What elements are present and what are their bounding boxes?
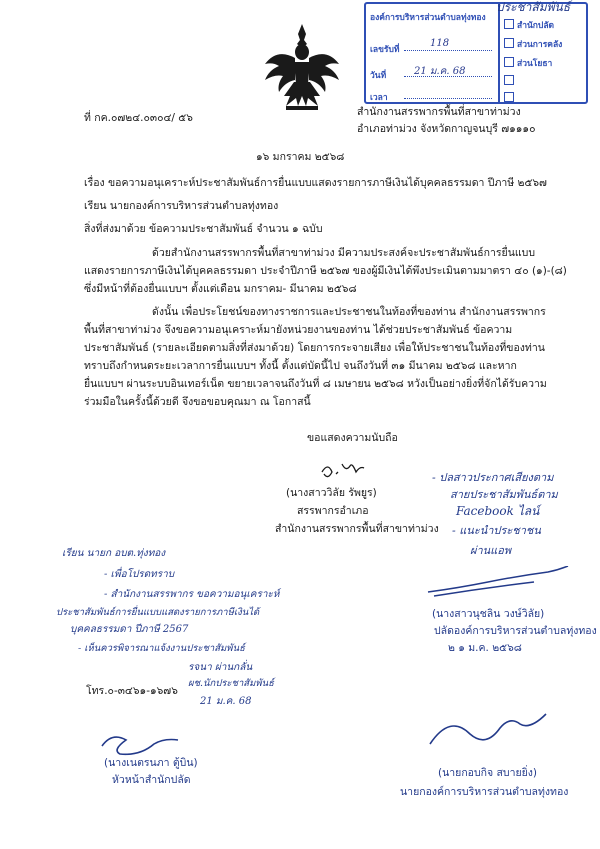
checkbox-works: ส่วนโยธา xyxy=(504,56,552,70)
closing: ขอแสดงความนับถือ xyxy=(307,432,398,444)
stamp-handwritten-note: ประชาสัมพันธ์ xyxy=(496,0,571,14)
left-note-position: ผช.นักประชาสัมพันธ์ xyxy=(188,678,274,689)
left-note-date: 21 ม.ค. 68 xyxy=(200,696,252,707)
checkbox-office: สำนักปลัด xyxy=(504,18,554,32)
deputy-date: ๒ ๑ ม.ค. ๒๕๖๘ xyxy=(448,642,522,654)
signature-scribble xyxy=(96,724,186,758)
phone-number: โทร.๐-๓๔๖๑-๑๖๗๖ xyxy=(86,685,178,697)
signature-scribble xyxy=(424,708,554,752)
stamp-receive-no: 118 xyxy=(430,38,450,49)
para2-line: ประชาสัมพันธ์ (รายละเอียดตามสิ่งที่ส่งมาด้วย) โดยการกระจายเสียง เพื่อให้ประชาชนในท้องที่ของท่าน xyxy=(84,342,545,354)
para2-line: ร่วมมือในครั้งนี้ด้วยดี จึงขอขอบคุณมา ณ โอกาสนี้ xyxy=(84,396,311,408)
right-note-line: Facebook ไลน์ xyxy=(456,504,540,518)
checkbox-finance: ส่วนการคลัง xyxy=(504,37,562,51)
checkbox-icon xyxy=(504,19,514,29)
checkbox-blank-2 xyxy=(504,92,517,104)
deputy-position: ปลัดองค์การบริหารส่วนตำบลทุ่งทอง xyxy=(434,625,597,637)
stamp-org: องค์การบริหารส่วนตำบลทุ่งทอง xyxy=(370,13,486,23)
deputy-name: (นางสาวนุชลิน วงษ์วิลัย) xyxy=(432,608,545,620)
left-note-line: - เพื่อโปรดทราบ xyxy=(104,569,175,580)
mayor-position: นายกองค์การบริหารส่วนตำบลทุ่งทอง xyxy=(400,786,569,798)
document-date: ๑๖ มกราคม ๒๕๖๘ xyxy=(256,151,345,163)
office-head-position: หัวหน้าสำนักปลัด xyxy=(112,774,191,786)
attachment-line: สิ่งที่ส่งมาด้วย ข้อความประชาสัมพันธ์ จำนวน ๑ ฉบับ xyxy=(84,223,323,235)
signer-position: สรรพากรอำเภอ xyxy=(297,505,369,517)
left-note-line: - สำนักงานสรรพากร ขอความอนุเคราะห์ xyxy=(104,589,280,600)
recipient-line: เรียน นายกองค์การบริหารส่วนตำบลทุ่งทอง xyxy=(84,200,279,212)
stamp-date-label: วันที่ xyxy=(370,71,387,81)
right-note-line: สายประชาสัมพันธ์ตาม xyxy=(450,488,558,501)
receiving-stamp xyxy=(364,2,588,104)
left-note-line: - เห็นควรพิจารณาแจ้งงานประชาสัมพันธ์ xyxy=(78,643,245,654)
checkbox-icon xyxy=(504,92,514,102)
left-note-line: เรียน นายก อบต.ทุ่งทอง xyxy=(62,548,166,559)
checkbox-icon xyxy=(504,75,514,85)
para2-line: ทราบถึงกำหนดระยะเวลาการยื่นแบบฯ ทั้งนี้ ตั้งแต่บัดนี้ไป จนถึงวันที่ ๓๑ มีนาคม ๒๕๖๘ และหาก xyxy=(84,360,517,372)
left-note-line: ประชาสัมพันธ์การยื่นแบบแสดงรายการภาษีเงินได้ xyxy=(56,607,260,618)
stamp-receive-label: เลขรับที่ xyxy=(370,45,400,55)
stamp-date-value: 21 ม.ค. 68 xyxy=(414,66,466,77)
document-number: ที่ กค.๐๗๒๔.๐๓๐๔/ ๕๖ xyxy=(84,112,193,124)
checkbox-icon xyxy=(504,57,514,67)
office-head-name: (นางเนตรนภา ตู้บิน) xyxy=(104,757,198,769)
signer-name: (นางสาววิลัย รัพยูร) xyxy=(286,487,377,499)
garuda-emblem xyxy=(258,22,346,114)
para1-line: ด้วยสำนักงานสรรพากรพื้นที่สาขาท่าม่วง มีความประสงค์จะประชาสัมพันธ์การยื่นแบบ xyxy=(152,247,535,259)
para2-line: ดังนั้น เพื่อประโยชน์ของทางราชการและประชาชนในท้องที่ของท่าน สำนักงานสรรพากร xyxy=(152,306,546,318)
checkbox-icon xyxy=(504,38,514,48)
para1-line: ซึ่งมีหน้าที่ต้องยื่นแบบฯ ตั้งแต่เดือน มกราคม- มีนาคม ๒๕๖๘ xyxy=(84,283,357,295)
para2-line: พื้นที่สาขาท่าม่วง จึงขอความอนุเคราะห์มายังหน่วยงานของท่าน ได้ช่วยประชาสัมพันธ์ ข้อความ xyxy=(84,324,513,336)
sender-address: อำเภอท่าม่วง จังหวัดกาญจนบุรี ๗๑๑๑๐ xyxy=(357,123,536,135)
signature-scribble xyxy=(318,458,368,482)
right-note-line: ผ่านแอพ xyxy=(470,544,512,557)
signature-scribble xyxy=(424,566,574,600)
checkbox-blank-1 xyxy=(504,75,517,87)
signer-office: สำนักงานสรรพากรพื้นที่สาขาท่าม่วง xyxy=(275,523,439,535)
mayor-name: (นายกอบกิจ สบายยิ่ง) xyxy=(438,767,537,779)
right-note-line: - แนะนำประชาชน xyxy=(452,524,541,537)
para1-line: แสดงรายการภาษีเงินได้บุคคลธรรมดา ประจำปีภาษี ๒๕๖๗ ของผู้มีเงินได้พึงประเมินตามมาตรา ๔๐ (๑)-(๘) xyxy=(84,265,567,277)
para2-line: ยื่นแบบฯ ผ่านระบบอินเทอร์เน็ต ขยายเวลาจนถึงวันที่ ๘ เมษายน ๒๕๖๘ หวังเป็นอย่างยิ่งที่จักได้รับความ xyxy=(84,378,547,390)
left-note-signer: รจนา ผ่านกลั่น xyxy=(188,662,253,673)
subject-line: เรื่อง ขอความอนุเคราะห์ประชาสัมพันธ์การยื่นแบบแสดงรายการภาษีเงินได้บุคคลธรรมดา ปีภาษี ๒๕๖๗ xyxy=(84,177,547,189)
right-note-line: - ปลสาวประกาศเสียงตาม xyxy=(432,471,554,484)
left-note-line: บุคคลธรรมดา ปีภาษี 2567 xyxy=(70,624,189,635)
sender-office: สำนักงานสรรพากรพื้นที่สาขาท่าม่วง xyxy=(357,106,521,118)
stamp-time-label: เวลา xyxy=(370,93,388,103)
